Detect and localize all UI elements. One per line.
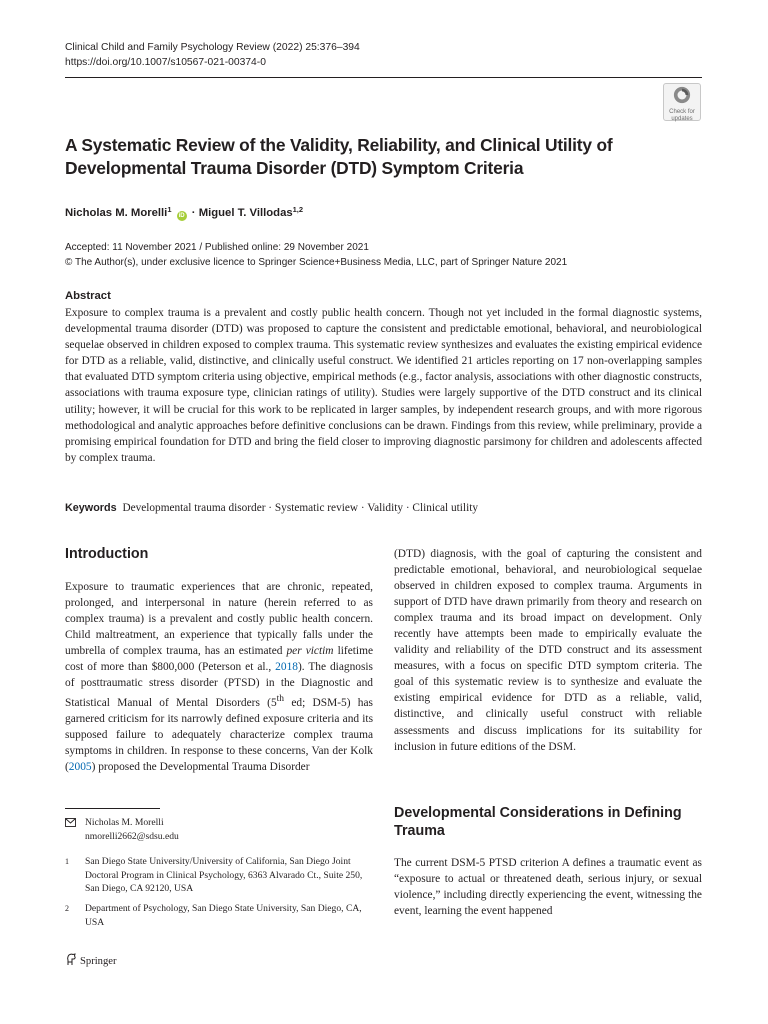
footnote-rule (65, 808, 160, 809)
keywords (65, 500, 702, 516)
emphasis: per victim (286, 645, 334, 658)
abstract-text: Exposure to complex trauma is a prevalent and costly public health concern. Though not yet included in the formal diagnostic systems, developmental trauma disorder (DTD) was proposed to capture the consistent and predictable emotional, behavioral, and neurobiological sequelae observed in children exposed to complex trauma. This systematic review synthesizes and evaluates the existing empirical evidence for DTD as a reliable, valid, distinctive, and clinically useful construct. We identified 21 articles reporting on 17 non-overlapping samples that evaluated DTD symptom criteria using objective, empirical methods (e.g., factor analysis, associations with other diagnostic constructs, associations with trauma exposure type, clinician ratings of utility). Studies were largely supportive of the DTD construct and its clinical utility; however, it will be crucial for this work to be replicated in larger samples, by independent research groups, and with more rigorous methodological and analytic approaches before definitive conclusions can be drawn. Findings from this review, while preliminary, provide a promising empirical foundation for DTD and bring the field closer to improving diagnostic parsimony for children and adolescents affected by complex trauma. (65, 307, 702, 464)
publisher-footer (65, 953, 116, 969)
affiliation-number: 2 (65, 904, 69, 913)
corresponding-author-name: Nicholas M. Morelli (85, 817, 164, 828)
introduction-heading: Introduction (65, 546, 149, 562)
citation-link[interactable]: 2005 (68, 761, 92, 774)
article-title: A Systematic Review of the Validity, Reliability, and Clinical Utility of Developmental Trauma Disorder (DTD) Symptom Criteria (65, 135, 613, 178)
citation-link[interactable]: 2018 (275, 661, 298, 674)
superscript: th (276, 694, 285, 705)
check-for-updates-badge[interactable] (663, 83, 701, 121)
affiliation-note (65, 855, 365, 896)
journal-line: Clinical Child and Family Psychology Review (2022) 25:376–394 (65, 42, 360, 53)
journal-citation (65, 40, 360, 70)
author-list (65, 203, 303, 221)
developmental-heading: Developmental Considerations in Defining Trauma (394, 805, 682, 839)
corresponding-author-note (65, 816, 365, 843)
paragraph: The current DSM-5 PTSD criterion A defines a traumatic event as “exposure to actual or threatened death, serious injury, or sexual violence,” including directly experiencing the event, witnessing the event, learning the event happened (394, 857, 702, 918)
paragraph: Exposure to traumatic experiences that are chronic, repeated, prolonged, and interpersonal in nature (herein referred to as complex trauma) is a prevalent and costly public health concern. Child maltreatment, an experience that typically falls under the umbrella of complex trauma, has an estimated per victim lifetime cost of more than $800,000 (Peterson et al., 2018). The diagnosis of posttraumatic stress disorder (PTSD) in the Diagnostic and Statistical Manual of Mental Disorders (5th ed; DSM-5) has garnered criticism for its narrowly defined exposure criteria and its supposed failure to adequately characterize complex trauma symptoms in children. In response to these concerns, Van der Kolk (2005) proposed the Developmental Trauma Disorder (65, 581, 374, 774)
publisher-name: Springer (80, 956, 117, 967)
doi-link[interactable]: https://doi.org/10.1007/s10567-021-00374-0 (65, 57, 266, 68)
author-separator: · (191, 207, 196, 219)
developmental-text (394, 855, 702, 919)
affiliation-marker: 1,2 (292, 205, 304, 214)
orcid-icon[interactable]: iD (178, 213, 185, 219)
keywords-label: Keywords (65, 502, 117, 514)
check-updates-label: Check for updates (669, 109, 695, 122)
check-updates-icon (673, 86, 691, 104)
envelope-icon (65, 818, 76, 827)
paragraph: (DTD) diagnosis, with the goal of capturing the consistent and predictable emotional, behavioral, and neurobiological sequelae observed in children exposed to complex trauma. Arguments in support of DTD have drawn primarily from theory and research on complex trauma and its broad impact on development. Only recently have attempts been made to empirically evaluate the validity and reliability of the DTD construct and its assessment measures, with a focus on specific DTD symptom criteria. The goal of this systematic review is to synthesize and evaluate the existing empirical evidence for DTD as a reliable, valid, distinctive, and clinically useful construct with reliable assessments and discuss implications for its suitability for inclusion in future editions of the DSM. (394, 548, 702, 753)
affiliation-number: 1 (65, 857, 69, 866)
affiliation-note (65, 902, 365, 929)
springer-horse-icon (65, 953, 77, 966)
author-name[interactable]: Nicholas M. Morelli (65, 207, 168, 219)
introduction-left-column (65, 579, 373, 775)
affiliation-marker: 1 (167, 205, 172, 214)
keywords-text: Developmental trauma disorder · Systematic review · Validity · Clinical utility (122, 502, 478, 514)
abstract-heading: Abstract (65, 290, 111, 302)
author-name[interactable]: Miguel T. Villodas (198, 207, 293, 219)
copyright-line: © The Author(s), under exclusive licence to Springer Science+Business Media, LLC, part of Springer Nature 2021 (65, 256, 568, 268)
accepted-published-line: Accepted: 11 November 2021 / Published online: 29 November 2021 (65, 242, 369, 253)
affiliation-text: Department of Psychology, San Diego State University, San Diego, CA, USA (85, 903, 362, 928)
email-link[interactable]: nmorelli2662@sdsu.edu (85, 830, 179, 842)
publication-dates (65, 241, 567, 270)
header-rule (65, 77, 702, 78)
affiliation-text: San Diego State University/University of California, San Diego Joint Doctoral Program in Clinical Psychology, 6363 Alvarado Ct., Suite 250, San Diego, CA 92120, USA (85, 856, 363, 894)
introduction-right-column (394, 546, 702, 755)
